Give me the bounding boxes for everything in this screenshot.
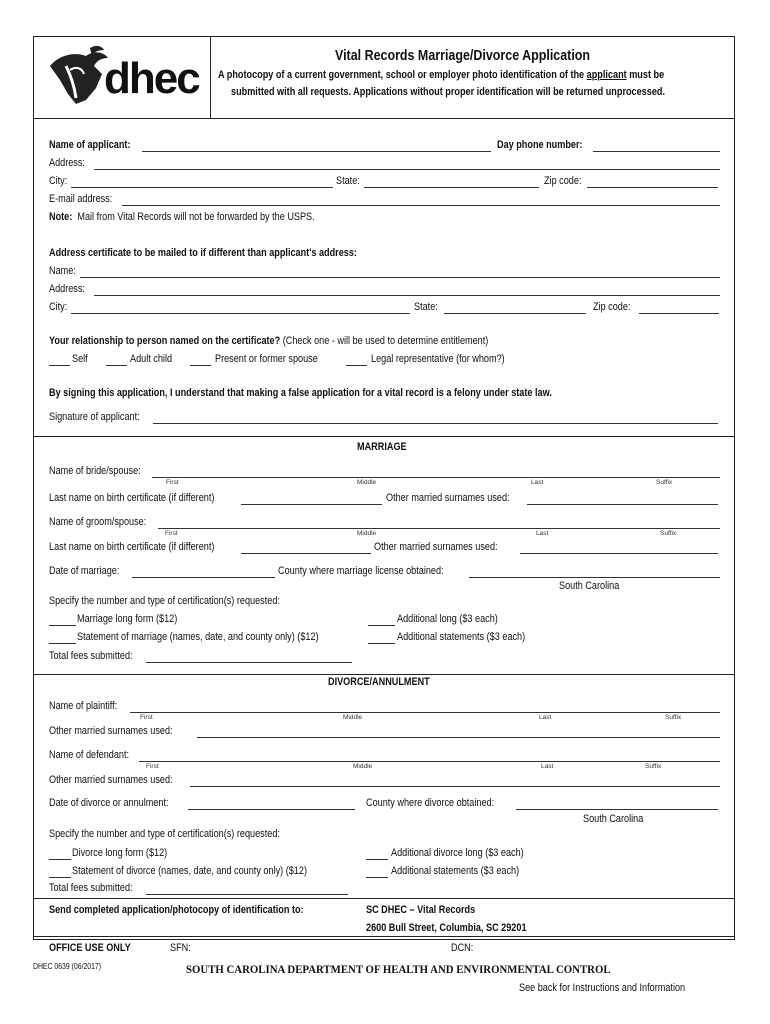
self-checkbox[interactable] xyxy=(49,365,70,366)
signature-field[interactable] xyxy=(153,423,718,424)
mail-name-label: Name: xyxy=(49,265,76,277)
send-rule xyxy=(33,898,735,899)
see-back-note: See back for Instructions and Information xyxy=(519,982,686,994)
groom-first-sub: First xyxy=(165,530,178,537)
groom-middle-sub: Middle xyxy=(357,530,377,537)
bride-first-sub: First xyxy=(166,479,179,486)
divorce-date-label: Date of divorce or annulment: xyxy=(49,797,169,809)
groom-other-surnames-field[interactable] xyxy=(520,553,718,554)
marriage-specify-label: Specify the number and type of certification(s) requested: xyxy=(49,595,280,607)
plaintiff-first-sub: First xyxy=(140,714,153,721)
marriage-additional-long-count[interactable] xyxy=(368,625,395,626)
marriage-statement-count[interactable] xyxy=(49,643,76,644)
applicant-city-label: City: xyxy=(49,175,68,187)
divorce-total-field[interactable] xyxy=(146,894,348,895)
dcn-label: DCN: xyxy=(451,942,474,954)
defendant-middle-sub: Middle xyxy=(353,763,373,770)
send-to-label: Send completed application/photocopy of identification to: xyxy=(49,904,304,916)
divorce-rule xyxy=(33,674,735,675)
mail-state-field[interactable] xyxy=(444,313,586,314)
applicant-zip-field[interactable] xyxy=(587,187,718,188)
logo-text: dhec xyxy=(104,54,199,103)
divorce-total-label: Total fees submitted: xyxy=(49,882,133,894)
marriage-county-label: County where marriage license obtained: xyxy=(278,565,444,577)
marriage-long-count[interactable] xyxy=(49,625,76,626)
header-rule xyxy=(33,118,735,119)
defendant-name-label: Name of defendant: xyxy=(49,749,130,761)
applicant-state-label: State: xyxy=(336,175,360,187)
plaintiff-last-sub: Last xyxy=(539,714,552,721)
marriage-county-field[interactable] xyxy=(469,577,720,578)
office-use-label: OFFICE USE ONLY xyxy=(49,942,131,954)
divorce-long-form: Divorce long form ($12) xyxy=(72,847,168,859)
divorce-statement: Statement of divorce (names, date, and county only) ($12) xyxy=(72,865,307,877)
applicant-state-field[interactable] xyxy=(364,187,539,188)
mail-name-field[interactable] xyxy=(80,277,720,278)
bride-birth-last-label: Last name on birth certificate (if different) xyxy=(49,492,215,504)
divorce-additional-long: Additional divorce long ($3 each) xyxy=(391,847,524,859)
divorce-county-label: County where divorce obtained: xyxy=(366,797,495,809)
groom-name-field[interactable] xyxy=(158,528,720,529)
plaintiff-name-label: Name of plaintiff: xyxy=(49,700,118,712)
marriage-total-label: Total fees submitted: xyxy=(49,650,133,662)
plaintiff-middle-sub: Middle xyxy=(343,714,363,721)
divorce-state-value: South Carolina xyxy=(583,813,644,825)
applicant-name-label: Name of applicant: xyxy=(49,139,131,151)
divorce-additional-statements-count[interactable] xyxy=(366,877,388,878)
mail-address-label: Address: xyxy=(49,283,85,295)
defendant-suffix-sub: Suffix xyxy=(645,763,662,770)
day-phone-field[interactable] xyxy=(593,151,720,152)
email-field[interactable] xyxy=(122,205,720,206)
sfn-label: SFN: xyxy=(170,942,191,954)
groom-other-surnames-label: Other married surnames used: xyxy=(374,541,498,553)
divorce-additional-statements: Additional statements ($3 each) xyxy=(391,865,520,877)
mail-zip-field[interactable] xyxy=(639,313,719,314)
divorce-date-field[interactable] xyxy=(188,809,355,810)
defendant-name-field[interactable] xyxy=(139,761,720,762)
bride-other-surnames-field[interactable] xyxy=(527,504,718,505)
mail-zip-label: Zip code: xyxy=(593,301,631,313)
applicant-city-field[interactable] xyxy=(71,187,333,188)
plaintiff-other-surnames-label: Other married surnames used: xyxy=(49,725,173,737)
marriage-date-field[interactable] xyxy=(132,577,275,578)
mail-to-heading: Address certificate to be mailed to if different than applicant's address: xyxy=(49,247,357,259)
marriage-state-value: South Carolina xyxy=(559,580,620,592)
marriage-additional-statements: Additional statements ($3 each) xyxy=(397,631,526,643)
marriage-heading: MARRIAGE xyxy=(357,441,407,453)
applicant-zip-label: Zip code: xyxy=(544,175,582,187)
marriage-long-form: Marriage long form ($12) xyxy=(77,613,178,625)
bride-other-surnames-label: Other married surnames used: xyxy=(386,492,510,504)
applicant-name-field[interactable] xyxy=(142,151,491,152)
header-divider xyxy=(210,36,211,118)
email-label: E-mail address: xyxy=(49,193,113,205)
form-number: DHEC 0639 (06/2017) xyxy=(33,962,102,971)
relationship-heading: Your relationship to person named on the certificate? (Check one - will be used to determine entitlement) xyxy=(49,335,489,347)
spouse-option: Present or former spouse xyxy=(215,353,318,365)
send-address-line-1: SC DHEC – Vital Records xyxy=(366,904,476,916)
send-address-line-2: 2600 Bull Street, Columbia, SC 29201 xyxy=(366,922,527,934)
department-name: SOUTH CAROLINA DEPARTMENT OF HEALTH AND ENVIRONMENTAL CONTROL xyxy=(186,962,611,976)
legal-rep-checkbox[interactable] xyxy=(346,365,367,366)
groom-last-sub: Last xyxy=(536,530,549,537)
usps-note: Note: Mail from Vital Records will not be forwarded by the USPS. xyxy=(49,211,315,223)
mail-city-label: City: xyxy=(49,301,68,313)
groom-birth-last-label: Last name on birth certificate (if different) xyxy=(49,541,215,553)
marriage-additional-long: Additional long ($3 each) xyxy=(397,613,498,625)
notice-line-2: submitted with all requests. Applications without proper identification will be returned unprocessed. xyxy=(231,86,665,98)
defendant-other-surnames-field[interactable] xyxy=(190,786,720,787)
marriage-date-label: Date of marriage: xyxy=(49,565,120,577)
divorce-additional-long-count[interactable] xyxy=(366,859,388,860)
defendant-last-sub: Last xyxy=(541,763,554,770)
marriage-rule xyxy=(33,436,735,437)
bride-name-field[interactable] xyxy=(152,477,720,478)
adult-child-option: Adult child xyxy=(130,353,173,365)
groom-birth-last-field[interactable] xyxy=(241,553,371,554)
marriage-statement: Statement of marriage (names, date, and county only) ($12) xyxy=(77,631,319,643)
form-title: Vital Records Marriage/Divorce Application xyxy=(335,48,591,64)
bride-name-label: Name of bride/spouse: xyxy=(49,465,141,477)
office-rule xyxy=(33,936,735,937)
self-option: Self xyxy=(72,353,88,365)
divorce-heading: DIVORCE/ANNULMENT xyxy=(328,676,430,688)
applicant-address-field[interactable] xyxy=(94,169,720,170)
legal-rep-option: Legal representative (for whom?) xyxy=(371,353,505,365)
plaintiff-other-surnames-field[interactable] xyxy=(197,737,720,738)
spouse-checkbox[interactable] xyxy=(190,365,211,366)
mail-state-label: State: xyxy=(414,301,438,313)
defendant-other-surnames-label: Other married surnames used: xyxy=(49,774,173,786)
plaintiff-name-field[interactable] xyxy=(130,712,720,713)
marriage-additional-statements-count[interactable] xyxy=(368,643,395,644)
defendant-first-sub: First xyxy=(146,763,159,770)
dhec-logo xyxy=(44,40,204,108)
applicant-address-label: Address: xyxy=(49,157,85,169)
groom-suffix-sub: Suffix xyxy=(660,530,677,537)
applicant-emphasis: applicant xyxy=(586,69,627,81)
mail-address-field[interactable] xyxy=(94,295,720,296)
signature-label: Signature of applicant: xyxy=(49,411,140,423)
bride-last-sub: Last xyxy=(531,479,544,486)
divorce-statement-count[interactable] xyxy=(49,877,71,878)
divorce-county-field[interactable] xyxy=(516,809,718,810)
felony-statement: By signing this application, I understand that making a false application for a vital record is a felony under state law. xyxy=(49,387,552,399)
divorce-specify-label: Specify the number and type of certification(s) requested: xyxy=(49,828,280,840)
divorce-long-count[interactable] xyxy=(49,859,71,860)
notice-line-1: A photocopy of a current government, school or employer photo identification of the applicant must be xyxy=(218,69,665,81)
bride-suffix-sub: Suffix xyxy=(656,479,673,486)
bride-birth-last-field[interactable] xyxy=(241,504,382,505)
marriage-total-field[interactable] xyxy=(146,662,352,663)
adult-child-checkbox[interactable] xyxy=(106,365,127,366)
plaintiff-suffix-sub: Suffix xyxy=(665,714,682,721)
mail-city-field[interactable] xyxy=(71,313,410,314)
day-phone-label: Day phone number: xyxy=(497,139,583,151)
bride-middle-sub: Middle xyxy=(357,479,377,486)
groom-name-label: Name of groom/spouse: xyxy=(49,516,147,528)
